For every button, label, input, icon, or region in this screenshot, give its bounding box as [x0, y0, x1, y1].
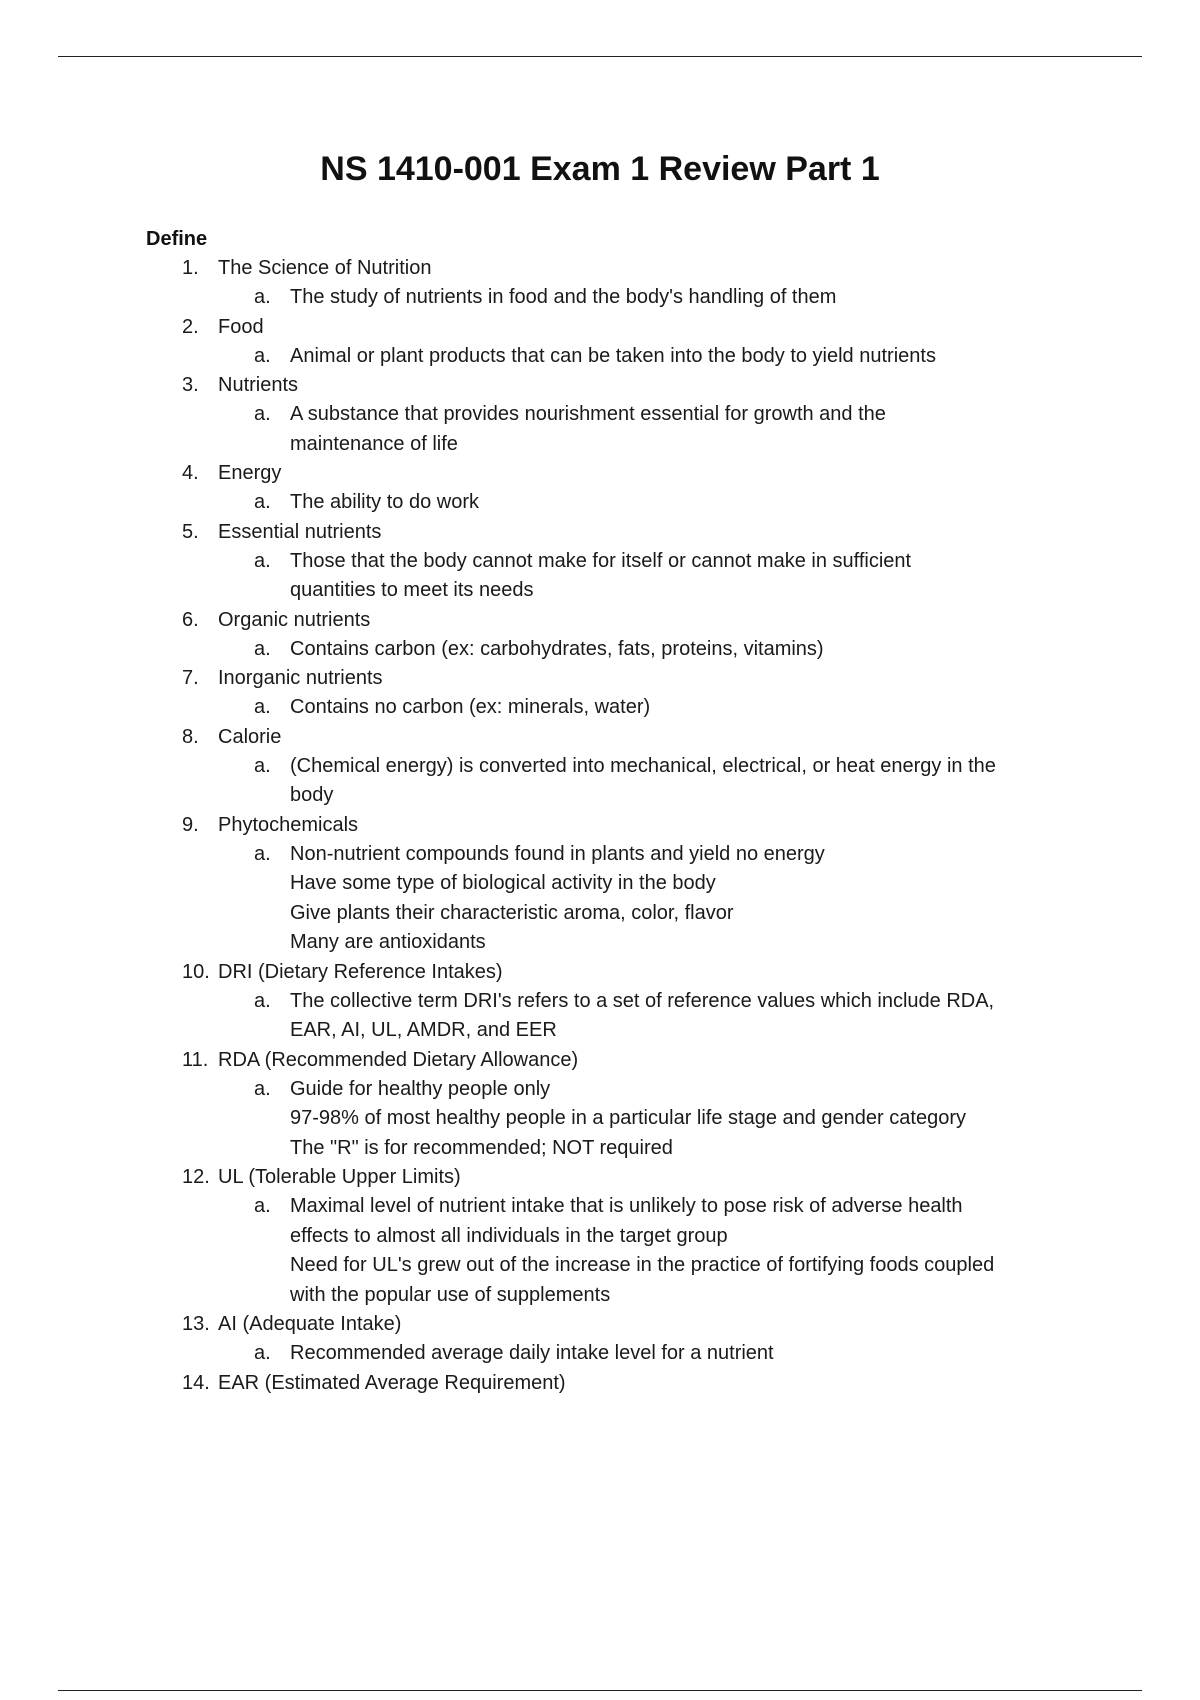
list-item-number: 1. [182, 257, 199, 279]
definition-letter: a. [254, 1195, 271, 1217]
definition-line: Guide for healthy people only [290, 1077, 551, 1100]
list-item-term [0, 254, 1200, 283]
definition [0, 283, 1200, 313]
definition-letter: a. [254, 1077, 271, 1100]
definition-line: Animal or plant products that can be taken into the body to yield nutrients [290, 344, 936, 367]
section-heading: Define [146, 228, 208, 250]
list-item-term [0, 518, 1200, 547]
definition-line: Recommended average daily intake level for a nutrient [290, 1342, 774, 1364]
definition-letter: a. [254, 286, 271, 308]
list-item-number: 5. [182, 520, 199, 543]
definition-line: with the popular use of supplements [290, 1283, 611, 1306]
definition-letter: a. [254, 842, 271, 865]
definition-line: Give plants their characteristic aroma, color, flavor [290, 901, 734, 924]
term-label: UL (Tolerable Upper Limits) [218, 1166, 461, 1188]
definition-line: The study of nutrients in food and the body's handling of them [290, 286, 837, 308]
term-label: Nutrients [218, 374, 299, 396]
term-label: Inorganic nutrients [218, 667, 383, 689]
list-item-term [0, 313, 1200, 342]
list-item-term [0, 371, 1200, 400]
list-item-number: 6. [182, 608, 199, 631]
definition-line: Have some type of biological activity in the body [290, 872, 716, 894]
list-item-number: 3. [182, 374, 199, 396]
list-item-term [0, 606, 1200, 635]
term-label: RDA (Recommended Dietary Allowance) [218, 1048, 579, 1071]
definition [0, 635, 1200, 665]
term-label: The Science of Nutrition [218, 257, 432, 279]
list-item-number: 14. [182, 1371, 210, 1394]
definition-line: The collective term DRI's refers to a set of reference values which include RDA, [290, 989, 995, 1012]
definition-letter: a. [254, 696, 271, 718]
definition-line: Need for UL's grew out of the increase in the practice of fortifying foods coupled [290, 1254, 995, 1276]
definition-line: A substance that provides nourishment essential for growth and the [290, 403, 886, 425]
definition [0, 400, 1200, 459]
definition-line: Maximal level of nutrient intake that is unlikely to pose risk of adverse health [290, 1195, 963, 1217]
definition-line: Contains carbon (ex: carbohydrates, fats, proteins, vitamins) [290, 637, 824, 660]
definition [0, 1339, 1200, 1369]
list-item-number: 11. [182, 1048, 209, 1071]
definition [0, 342, 1200, 372]
list-item-number: 7. [182, 667, 199, 689]
definition [0, 693, 1200, 723]
definition-line: effects to almost all individuals in the target group [290, 1224, 728, 1247]
definition [0, 1075, 1200, 1164]
definition-letter: a. [254, 989, 271, 1012]
definition-letter: a. [254, 344, 271, 367]
term-label: Food [218, 315, 264, 338]
list-item-term [0, 1310, 1200, 1339]
list-item-term [0, 664, 1200, 693]
definition-list [0, 254, 1200, 1398]
list-item-number: 8. [182, 725, 199, 748]
definition-line: The "R" is for recommended; NOT required [290, 1136, 673, 1159]
definition-letter: a. [254, 754, 271, 777]
definition-line: Non-nutrient compounds found in plants and yield no energy [290, 842, 825, 865]
definition-line: Contains no carbon (ex: minerals, water) [290, 696, 651, 718]
definition [0, 840, 1200, 958]
term-label: DRI (Dietary Reference Intakes) [218, 960, 503, 983]
definition-letter: a. [254, 549, 271, 572]
definition-letter: a. [254, 491, 271, 513]
term-label: EAR (Estimated Average Requirement) [218, 1371, 566, 1394]
definition-line: The ability to do work [290, 491, 479, 513]
list-item-term [0, 958, 1200, 987]
list-item-term [0, 1369, 1200, 1398]
definition-line: Those that the body cannot make for itself or cannot make in sufficient [290, 549, 912, 572]
list-item-number: 13. [182, 1313, 210, 1335]
definition [0, 547, 1200, 606]
definition-letter: a. [254, 637, 271, 660]
list-item-number: 4. [182, 462, 199, 484]
list-item-term [0, 1163, 1200, 1192]
list-item-term [0, 723, 1200, 752]
definition-letter: a. [254, 403, 271, 425]
term-label: Organic nutrients [218, 608, 371, 631]
definition-line: 97-98% of most healthy people in a particular life stage and gender category [290, 1107, 966, 1129]
bottom-rule [58, 1690, 1142, 1691]
list-item-term [0, 459, 1200, 488]
list-item-number: 10. [182, 960, 210, 983]
list-item-term [0, 811, 1200, 840]
definition-line: body [290, 784, 334, 806]
definition [0, 987, 1200, 1046]
definition-line: quantities to meet its needs [290, 579, 534, 601]
list-item-term [0, 1046, 1200, 1075]
definition-line: maintenance of life [290, 432, 458, 455]
list-item-number: 2. [182, 315, 199, 338]
term-label: Energy [218, 462, 282, 484]
definition [0, 1192, 1200, 1310]
definition-letter: a. [254, 1342, 271, 1364]
term-label: Phytochemicals [218, 813, 359, 836]
list-item-number: 12. [182, 1166, 210, 1188]
term-label: AI (Adequate Intake) [218, 1313, 402, 1335]
term-label: Calorie [218, 725, 282, 748]
definition [0, 488, 1200, 518]
definition-line: EAR, AI, UL, AMDR, and EER [290, 1019, 557, 1041]
definition-line: Many are antioxidants [290, 931, 486, 953]
definition [0, 752, 1200, 811]
term-label: Essential nutrients [218, 520, 382, 543]
definition-line: (Chemical energy) is converted into mechanical, electrical, or heat energy in the [290, 754, 996, 777]
list-item-number: 9. [182, 813, 199, 836]
top-rule [58, 56, 1142, 57]
page-title: NS 1410-001 Exam 1 Review Part 1 [320, 150, 880, 188]
